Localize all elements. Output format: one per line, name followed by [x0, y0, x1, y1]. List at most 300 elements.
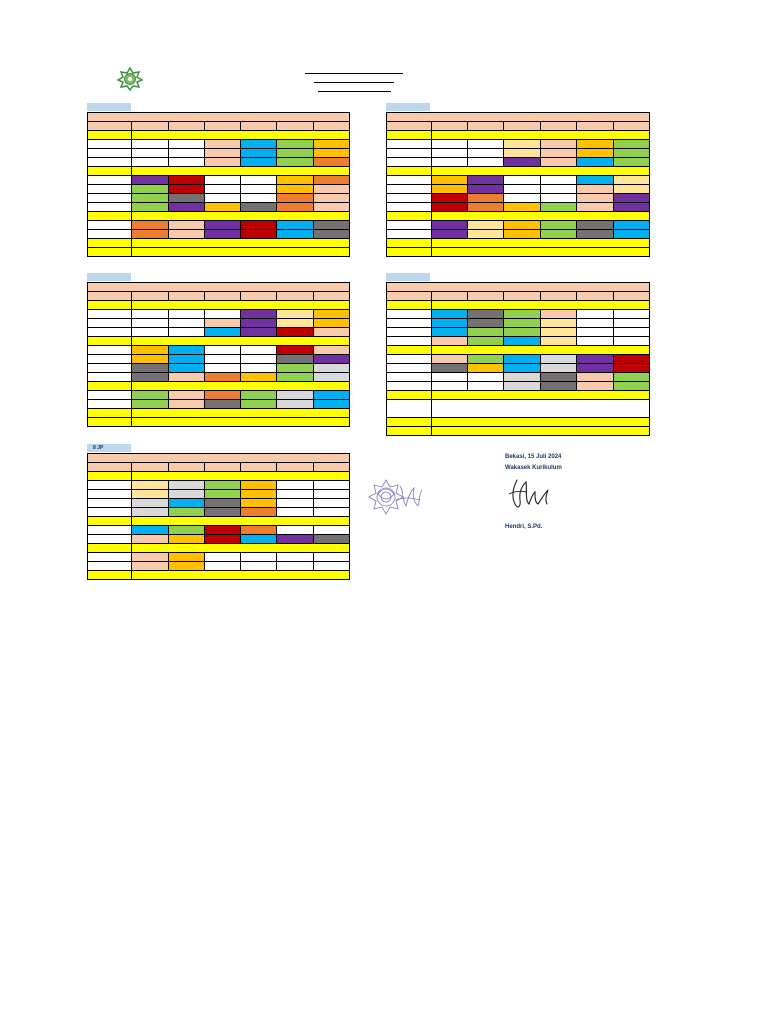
subject-cell: [504, 230, 540, 239]
break-time-cell: [88, 301, 132, 310]
day-header-cell: [467, 292, 503, 301]
time-cell: [387, 355, 432, 364]
subject-cell: [431, 194, 467, 203]
subject-cell: [467, 337, 503, 346]
subject-cell: [132, 176, 168, 185]
subject-cell: [313, 481, 349, 490]
subject-cell: [204, 221, 240, 230]
schedule-row: [88, 122, 350, 131]
subject-cell: [313, 310, 349, 319]
schedule-row: [88, 239, 350, 248]
class-schedule-table: [87, 112, 350, 257]
schedule-row: [88, 364, 350, 373]
day-header-cell: [577, 292, 613, 301]
day-header-cell: [387, 292, 432, 301]
schedule-row: [88, 400, 350, 409]
subject-cell: [241, 310, 277, 319]
schedule-row: [88, 346, 350, 355]
empty-span-cell: [431, 400, 650, 418]
subject-cell: [540, 149, 576, 158]
schedule-row: [387, 346, 650, 355]
day-header-cell: [241, 122, 277, 131]
break-time-cell: [88, 571, 132, 580]
subject-cell: [277, 140, 313, 149]
subject-cell: [540, 328, 576, 337]
subject-cell: [204, 230, 240, 239]
schedule-row: [387, 212, 650, 221]
subject-cell: [132, 553, 168, 562]
subject-cell: [313, 364, 349, 373]
subject-cell: [132, 140, 168, 149]
subject-cell: [132, 149, 168, 158]
break-time-cell: [88, 167, 132, 176]
day-header-cell: [540, 292, 576, 301]
subject-cell: [277, 328, 313, 337]
subject-cell: [504, 203, 540, 212]
subject-cell: [313, 221, 349, 230]
time-cell: [88, 364, 132, 373]
schedule-row: [88, 113, 350, 122]
schedule-row: [88, 283, 350, 292]
schedule-row: [88, 140, 350, 149]
schedule-tag: [386, 103, 430, 111]
subject-cell: [168, 158, 204, 167]
schedule-row: [387, 400, 650, 418]
subject-cell: [277, 355, 313, 364]
day-header-cell: [313, 122, 349, 131]
subject-cell: [241, 400, 277, 409]
day-header-cell: [204, 122, 240, 131]
subject-cell: [168, 319, 204, 328]
schedule-row: [88, 553, 350, 562]
schedule-row: [88, 526, 350, 535]
subject-cell: [577, 185, 613, 194]
subject-cell: [540, 176, 576, 185]
break-cell: [132, 472, 350, 481]
subject-cell: [504, 176, 540, 185]
subject-cell: [577, 221, 613, 230]
subject-cell: [277, 185, 313, 194]
time-cell: [387, 382, 432, 391]
day-header-cell: [467, 122, 503, 131]
schedule-row: [88, 517, 350, 526]
subject-cell: [204, 391, 240, 400]
schedule-title-cell: [88, 283, 350, 292]
time-cell: [88, 140, 132, 149]
schedule-row: [387, 230, 650, 239]
subject-cell: [132, 346, 168, 355]
subject-cell: [467, 328, 503, 337]
subject-cell: [168, 400, 204, 409]
subject-cell: [504, 373, 540, 382]
break-time-cell: [88, 212, 132, 221]
subject-cell: [613, 158, 649, 167]
subject-cell: [204, 185, 240, 194]
schedule-row: [387, 167, 650, 176]
subject-cell: [277, 553, 313, 562]
subject-cell: [241, 499, 277, 508]
subject-cell: [313, 185, 349, 194]
time-cell: [387, 319, 432, 328]
subject-cell: [540, 382, 576, 391]
subject-cell: [277, 346, 313, 355]
day-header-cell: [277, 122, 313, 131]
subject-cell: [613, 185, 649, 194]
subject-cell: [613, 149, 649, 158]
schedule-row: [387, 248, 650, 257]
subject-cell: [132, 185, 168, 194]
time-cell: [88, 400, 132, 409]
time-cell: [88, 499, 132, 508]
signature-name: Hendri, S.Pd.: [505, 524, 543, 530]
subject-cell: [277, 158, 313, 167]
time-cell: [387, 400, 432, 418]
break-time-cell: [387, 131, 432, 140]
schedule-row: [387, 283, 650, 292]
subject-cell: [204, 508, 240, 517]
subject-cell: [204, 526, 240, 535]
subject-cell: [277, 319, 313, 328]
subject-cell: [241, 176, 277, 185]
break-cell: [431, 418, 650, 427]
time-cell: [387, 194, 432, 203]
subject-cell: [204, 176, 240, 185]
subject-cell: [313, 328, 349, 337]
break-time-cell: [387, 248, 432, 257]
subject-cell: [577, 337, 613, 346]
subject-cell: [168, 364, 204, 373]
subject-cell: [204, 535, 240, 544]
schedule-tag: [87, 273, 131, 281]
subject-cell: [241, 355, 277, 364]
schedule-row: [88, 221, 350, 230]
subject-cell: [132, 562, 168, 571]
schedule-row: [387, 355, 650, 364]
break-time-cell: [88, 544, 132, 553]
subject-cell: [504, 355, 540, 364]
schedule-row: [88, 373, 350, 382]
subject-cell: [204, 499, 240, 508]
subject-cell: [277, 149, 313, 158]
time-cell: [387, 221, 432, 230]
subject-cell: [577, 355, 613, 364]
subject-cell: [467, 364, 503, 373]
time-cell: [387, 373, 432, 382]
subject-cell: [241, 553, 277, 562]
subject-cell: [277, 230, 313, 239]
subject-cell: [613, 221, 649, 230]
break-time-cell: [387, 346, 432, 355]
schedule-row: [88, 382, 350, 391]
day-header-cell: [313, 292, 349, 301]
school-logo: [117, 67, 143, 91]
break-time-cell: [387, 427, 432, 436]
subject-cell: [467, 355, 503, 364]
subject-cell: [613, 310, 649, 319]
break-cell: [431, 131, 650, 140]
schedule-row: [387, 239, 650, 248]
subject-cell: [467, 373, 503, 382]
subject-cell: [540, 194, 576, 203]
subject-cell: [613, 328, 649, 337]
subject-cell: [504, 149, 540, 158]
break-cell: [132, 337, 350, 346]
time-cell: [88, 553, 132, 562]
subject-cell: [613, 203, 649, 212]
subject-cell: [577, 203, 613, 212]
subject-cell: [504, 310, 540, 319]
day-header-cell: [204, 463, 240, 472]
schedule-row: [88, 355, 350, 364]
subject-cell: [132, 373, 168, 382]
handwritten-signature: [503, 474, 555, 514]
time-cell: [387, 337, 432, 346]
schedule-row: [387, 418, 650, 427]
subject-cell: [613, 373, 649, 382]
break-time-cell: [88, 248, 132, 257]
day-header-cell: [313, 463, 349, 472]
subject-cell: [241, 562, 277, 571]
subject-cell: [277, 526, 313, 535]
schedule-row: [387, 158, 650, 167]
header-rule-2: [314, 82, 394, 83]
subject-cell: [132, 194, 168, 203]
subject-cell: [540, 230, 576, 239]
subject-cell: [540, 364, 576, 373]
break-cell: [132, 167, 350, 176]
subject-cell: [132, 158, 168, 167]
subject-cell: [467, 140, 503, 149]
subject-cell: [431, 337, 467, 346]
schedule-row: [88, 418, 350, 427]
schedule-row: [88, 158, 350, 167]
subject-cell: [504, 158, 540, 167]
schedule-row: [88, 463, 350, 472]
subject-cell: [431, 319, 467, 328]
schedule-row: [387, 337, 650, 346]
subject-cell: [132, 490, 168, 499]
subject-cell: [132, 499, 168, 508]
subject-cell: [132, 230, 168, 239]
subject-cell: [504, 140, 540, 149]
subject-cell: [577, 364, 613, 373]
subject-cell: [241, 508, 277, 517]
subject-cell: [431, 185, 467, 194]
subject-cell: [277, 194, 313, 203]
subject-cell: [313, 391, 349, 400]
day-header-cell: [613, 122, 649, 131]
subject-cell: [313, 140, 349, 149]
subject-cell: [277, 535, 313, 544]
subject-cell: [313, 553, 349, 562]
subject-cell: [168, 176, 204, 185]
subject-cell: [204, 328, 240, 337]
day-header-cell: [387, 122, 432, 131]
subject-cell: [313, 535, 349, 544]
day-header-cell: [540, 122, 576, 131]
subject-cell: [241, 194, 277, 203]
schedule-row: [387, 328, 650, 337]
time-cell: [88, 373, 132, 382]
schedule-row: [88, 319, 350, 328]
time-cell: [88, 526, 132, 535]
schedule-row: [88, 472, 350, 481]
subject-cell: [277, 203, 313, 212]
day-header-cell: [88, 122, 132, 131]
subject-cell: [241, 490, 277, 499]
subject-cell: [132, 310, 168, 319]
subject-cell: [313, 373, 349, 382]
subject-cell: [504, 382, 540, 391]
subject-cell: [431, 176, 467, 185]
break-time-cell: [88, 337, 132, 346]
subject-cell: [431, 221, 467, 230]
schedule-row: [387, 427, 650, 436]
schedule-row: [88, 499, 350, 508]
subject-cell: [431, 328, 467, 337]
day-header-cell: [277, 292, 313, 301]
schedule-row: [387, 194, 650, 203]
subject-cell: [540, 355, 576, 364]
header-title-line-1: [305, 66, 403, 72]
time-cell: [88, 149, 132, 158]
schedule-row: [387, 373, 650, 382]
class-schedule-table: [87, 453, 350, 580]
subject-cell: [168, 203, 204, 212]
schedule-row: [387, 391, 650, 400]
subject-cell: [504, 319, 540, 328]
time-cell: [88, 535, 132, 544]
subject-cell: [168, 526, 204, 535]
subject-cell: [168, 328, 204, 337]
subject-cell: [467, 149, 503, 158]
break-time-cell: [88, 382, 132, 391]
subject-cell: [277, 508, 313, 517]
day-header-cell: [277, 463, 313, 472]
header-title-line-3: [318, 84, 391, 90]
time-cell: [387, 230, 432, 239]
time-cell: [88, 490, 132, 499]
subject-cell: [168, 221, 204, 230]
time-cell: [88, 158, 132, 167]
subject-cell: [241, 346, 277, 355]
subject-cell: [204, 373, 240, 382]
subject-cell: [204, 140, 240, 149]
break-cell: [431, 167, 650, 176]
subject-cell: [168, 355, 204, 364]
subject-cell: [168, 508, 204, 517]
schedule-row: [88, 535, 350, 544]
subject-cell: [168, 230, 204, 239]
subject-cell: [313, 355, 349, 364]
day-header-cell: [204, 292, 240, 301]
day-header-cell: [132, 463, 168, 472]
schedule-row: [387, 203, 650, 212]
schedule-row: [387, 113, 650, 122]
schedule-row: [88, 185, 350, 194]
subject-cell: [431, 149, 467, 158]
subject-cell: [132, 535, 168, 544]
subject-cell: [204, 355, 240, 364]
subject-cell: [577, 194, 613, 203]
break-time-cell: [88, 239, 132, 248]
subject-cell: [431, 230, 467, 239]
subject-cell: [504, 337, 540, 346]
signature-place-date: Bekasi, 15 Juli 2024: [505, 454, 562, 460]
subject-cell: [540, 373, 576, 382]
subject-cell: [277, 562, 313, 571]
subject-cell: [168, 562, 204, 571]
schedule-row: [88, 230, 350, 239]
subject-cell: [204, 310, 240, 319]
schedule-row: [387, 185, 650, 194]
subject-cell: [613, 140, 649, 149]
subject-cell: [613, 230, 649, 239]
subject-cell: [540, 158, 576, 167]
subject-cell: [613, 176, 649, 185]
subject-cell: [540, 203, 576, 212]
subject-cell: [168, 535, 204, 544]
subject-cell: [613, 382, 649, 391]
subject-cell: [467, 230, 503, 239]
schedule-row: [88, 248, 350, 257]
time-cell: [387, 149, 432, 158]
break-cell: [132, 239, 350, 248]
break-cell: [431, 346, 650, 355]
time-cell: [387, 364, 432, 373]
subject-cell: [277, 499, 313, 508]
subject-cell: [467, 203, 503, 212]
schedule-row: [88, 149, 350, 158]
subject-cell: [132, 391, 168, 400]
subject-cell: [277, 364, 313, 373]
subject-cell: [540, 310, 576, 319]
subject-cell: [204, 346, 240, 355]
subject-cell: [168, 346, 204, 355]
time-cell: [387, 140, 432, 149]
subject-cell: [132, 526, 168, 535]
schedule-row: [88, 194, 350, 203]
subject-cell: [241, 481, 277, 490]
subject-cell: [241, 526, 277, 535]
subject-cell: [467, 158, 503, 167]
time-cell: [387, 310, 432, 319]
break-cell: [132, 517, 350, 526]
subject-cell: [313, 149, 349, 158]
break-cell: [431, 239, 650, 248]
subject-cell: [204, 553, 240, 562]
subject-cell: [277, 176, 313, 185]
subject-cell: [577, 319, 613, 328]
subject-cell: [613, 337, 649, 346]
subject-cell: [277, 400, 313, 409]
subject-cell: [241, 221, 277, 230]
subject-cell: [540, 337, 576, 346]
schedule-row: [88, 310, 350, 319]
subject-cell: [204, 319, 240, 328]
time-cell: [88, 230, 132, 239]
subject-cell: [132, 508, 168, 517]
schedule-row: [88, 490, 350, 499]
break-time-cell: [387, 301, 432, 310]
subject-cell: [431, 382, 467, 391]
time-cell: [387, 176, 432, 185]
subject-cell: [168, 149, 204, 158]
subject-cell: [313, 526, 349, 535]
schedule-row: [387, 310, 650, 319]
subject-cell: [577, 310, 613, 319]
subject-cell: [467, 176, 503, 185]
